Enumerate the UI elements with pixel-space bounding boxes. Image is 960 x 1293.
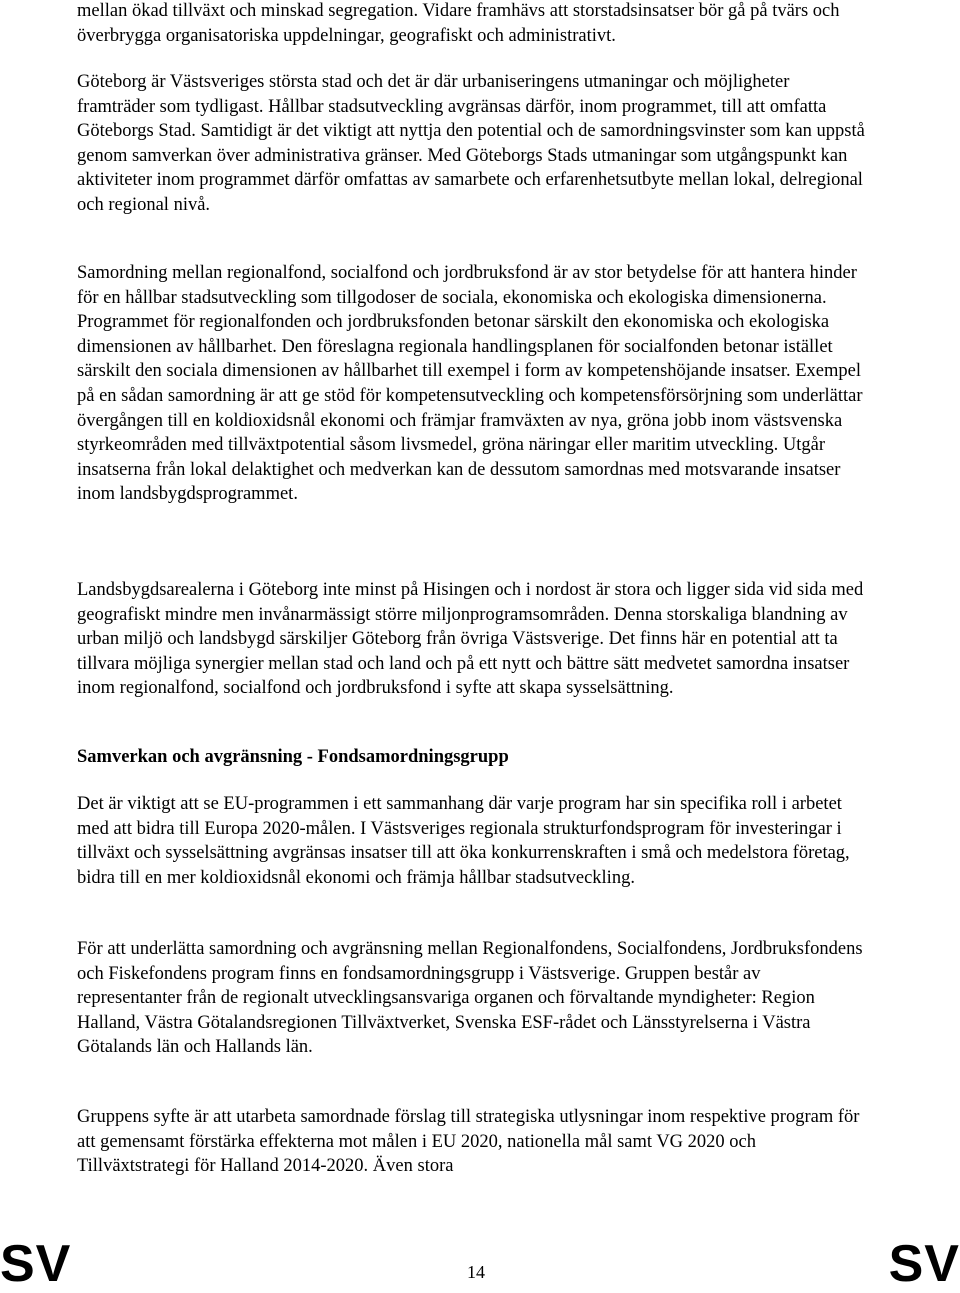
paragraph-rural-areas: Landsbygdsarealerna i Göteborg inte minst på Hisingen och i nordost är stora och ligger sida vid sida med geografiskt mindre men invånarmässigt större miljonprogramsområden. Denna storskaliga blandning av urban miljö och landsbygd särskiljer Göteborg från övriga Västsverige. Det finns här en potential att ta tillvara möjliga synergier mellan stad och land och på ett nytt och bättre sätt medvetet samordna insatser inom regionalfond, socialfond och jordbruksfond i syfte att skapa sysselsättning.: [77, 580, 864, 699]
paragraph-group-purpose: Gruppens syfte är att utarbeta samordnade förslag till strategiska utlysningar inom respektive program för att gemensamt förstärka effekterna mot målen i EU 2020, nationella mål samt VG 2020 och Tillväxtstrategi för Halland 2014-2020. Även stora: [77, 1107, 860, 1177]
paragraph-eu-programmes: Det är viktigt att se EU-programmen i ett sammanhang där varje program har sin specifika roll i arbetet med att bidra till Europa 2020-målen. I Västsveriges regionala strukturfondsprogram för investeringar i tillväxt och sysselsättning avgränsas insatser till att öka konkurrenskraften i små och medelstora företag, bidra till en mer koldioxidsnål ekonomi och främja hållbar stadsutveckling.: [77, 794, 850, 888]
paragraph-coordination-group: För att underlätta samordning och avgränsning mellan Regionalfondens, Socialfondens, Jordbruksfondens och Fiskefondens program finns en fondsamordningsgrupp i Västsverige. Gruppen består av representanter från de regionalt utvecklingsansvariga organen och förvaltande myndigheter: Region Halland, Västra Götalandsregionen Tillväxtverket, Svenska ESF-rådet och Länsstyrelserna i Västra Götalands län och Hallands län.: [77, 939, 863, 1058]
page-number: 14: [467, 1262, 485, 1282]
paragraph-fund-coordination: Samordning mellan regionalfond, socialfond och jordbruksfond är av stor betydelse för att hantera hinder för en hållbar stadsutveckling som tillgodoser de sociala, ekonomiska och ekologiska dimensionerna. Programmet för regionalfonden och jordbruksfonden betonar särskilt den ekonomiska och ekologiska dimensionen av hållbarhet. Den föreslagna regionala handlingsplanen för socialfonden betonar istället särskilt den sociala dimensionen av hållbarhet till exempel i form av kompetenshöjande insatser. Exempel på en sådan samordning är att ge stöd för kompetensutveckling och kompetensförsörjning som underlättar övergången till en koldioxidsnål ekonomi och främjar framväxten av nya, gröna jobb inom västsvenska styrkeområden med tillväxtpotential såsom livsmedel, gröna näringar eller maritim utveckling. Utgår insatserna från lokal delaktighet och medverkan kan de dessutom samordnas med motsvarande insatser inom landsbygdsprogrammet.: [77, 263, 863, 505]
paragraph-goteborg-urbanisation: Göteborg är Västsveriges största stad och det är där urbaniseringens utmaningar och möjligheter framträder som tydligast. Hållbar stadsutveckling avgränsas därför, inom programmet, till att omfatta Göteborgs Stad. Samtidigt är det viktigt att nyttja den potential och de samordningsvinster som kan uppstå genom samverkan över administrativa gränser. Med Göteborgs Stads utmaningar som utgångspunkt kan aktiviteter inom programmet därför omfattas av samarbete och erfarenhetsutbyte mellan lokal, delregional och regional nivå.: [77, 72, 865, 215]
footer-language-code-right: SV: [888, 1235, 960, 1293]
footer-language-code-left: SV: [0, 1235, 72, 1293]
paragraph-continuation: mellan ökad tillväxt och minskad segregation. Vidare framhävs att storstadsinsatser bör gå på tvärs och överbrygga organisatoriska uppdelningar, geografiskt och administrativt.: [77, 1, 840, 46]
section-heading: Samverkan och avgränsning - Fondsamordningsgrupp: [77, 747, 509, 767]
